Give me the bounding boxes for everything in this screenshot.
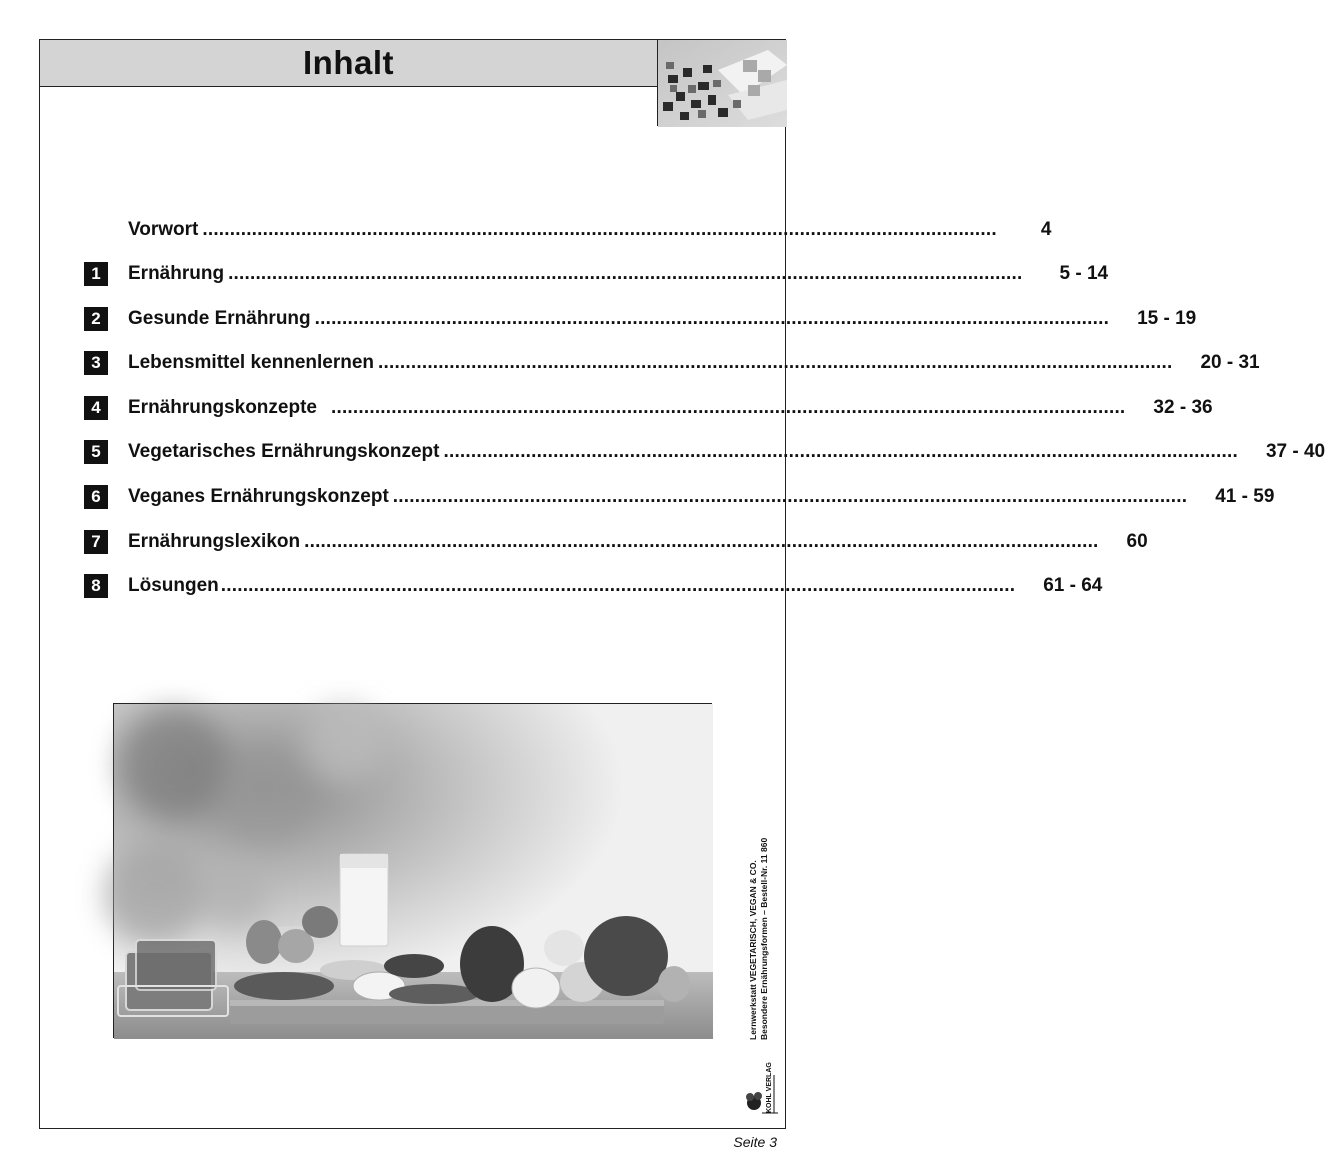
- toc-dot-leader: .................................................................................................................................................: [202, 219, 997, 240]
- toc-dot-leader: .................................................................................................................................................: [392, 486, 1188, 507]
- page-header: [39, 39, 658, 87]
- toc-dot-leader: .................................................................................................................................................: [228, 263, 1023, 284]
- page-title: Inhalt: [303, 44, 394, 81]
- toc-page-range: 32 - 36: [1153, 397, 1213, 418]
- toc-dot-leader: .................................................................................................................................................: [330, 397, 1126, 418]
- toc-entry-label: Vegetarisches Ernährungskonzept: [128, 441, 440, 462]
- logo-text: KOHL VERLAG: [766, 1062, 773, 1113]
- toc-entry-chapter-4[interactable]: [84, 395, 1213, 421]
- toc-entry-label: Ernährungskonzepte: [128, 397, 317, 418]
- toc-chapter-number: 7: [84, 530, 108, 554]
- toc-chapter-number: 8: [84, 574, 108, 598]
- toc-page-range: 60: [1126, 531, 1148, 552]
- toc-dot-leader: .................................................................................................................................................: [304, 531, 1099, 552]
- toc-page-range: 5 - 14: [1059, 263, 1109, 284]
- toc-entry-label: Gesunde Ernährung: [128, 308, 311, 329]
- toc-entry-label: Ernährung: [128, 263, 225, 284]
- food-still-life-photo: [113, 703, 712, 1038]
- page-number: Seite 3: [733, 1134, 777, 1150]
- header-food-photo: [657, 39, 786, 126]
- toc-entry-label: Lösungen: [128, 575, 219, 596]
- credit-line-order-number: Besondere Ernährungsformen – Bestell-Nr. 11 860: [759, 837, 769, 1040]
- toc-chapter-number: [84, 218, 108, 242]
- toc-entry-label: Vorwort: [128, 219, 199, 240]
- toc-entry-chapter-2[interactable]: [84, 306, 1197, 332]
- toc-entry-chapter-6[interactable]: [84, 484, 1275, 510]
- toc-entry-chapter-3[interactable]: [84, 350, 1260, 376]
- toc-dot-leader: .................................................................................................................................................: [378, 352, 1173, 373]
- kohl-verlag-logo: [744, 1045, 780, 1117]
- toc-chapter-number: 1: [84, 262, 108, 286]
- toc-entry-vorwort[interactable]: [84, 217, 1052, 243]
- toc-page-range: 37 - 40: [1265, 441, 1326, 462]
- toc-chapter-number: 6: [84, 485, 108, 509]
- toc-entry-chapter-5[interactable]: [84, 439, 1326, 465]
- toc-dot-leader: .................................................................................................................................................: [220, 575, 1016, 596]
- toc-page-range: 15 - 19: [1137, 308, 1197, 329]
- toc-page-range: 61 - 64: [1043, 575, 1103, 596]
- toc-page-range: 4: [1040, 219, 1052, 240]
- toc-chapter-number: 2: [84, 307, 108, 331]
- credit-line-title: Lernwerkstatt VEGETARISCH, VEGAN & CO.: [748, 860, 758, 1040]
- toc-entry-chapter-8[interactable]: [84, 573, 1103, 599]
- toc-chapter-number: 3: [84, 351, 108, 375]
- toc-entry-label: Veganes Ernährungskonzept: [128, 486, 389, 507]
- toc-entry-label: Lebensmittel kennenlernen: [128, 352, 375, 373]
- publisher-credit: [748, 790, 770, 1040]
- toc-entry-label: Ernährungslexikon: [128, 531, 301, 552]
- toc-page-range: 20 - 31: [1200, 352, 1260, 373]
- toc-entry-chapter-1[interactable]: [84, 261, 1109, 287]
- toc-dot-leader: .................................................................................................................................................: [443, 441, 1238, 462]
- toc-entry-chapter-7[interactable]: [84, 529, 1148, 555]
- toc-page-range: 41 - 59: [1215, 486, 1275, 507]
- toc-dot-leader: .................................................................................................................................................: [314, 308, 1110, 329]
- toc-chapter-number: 5: [84, 440, 108, 464]
- toc-chapter-number: 4: [84, 396, 108, 420]
